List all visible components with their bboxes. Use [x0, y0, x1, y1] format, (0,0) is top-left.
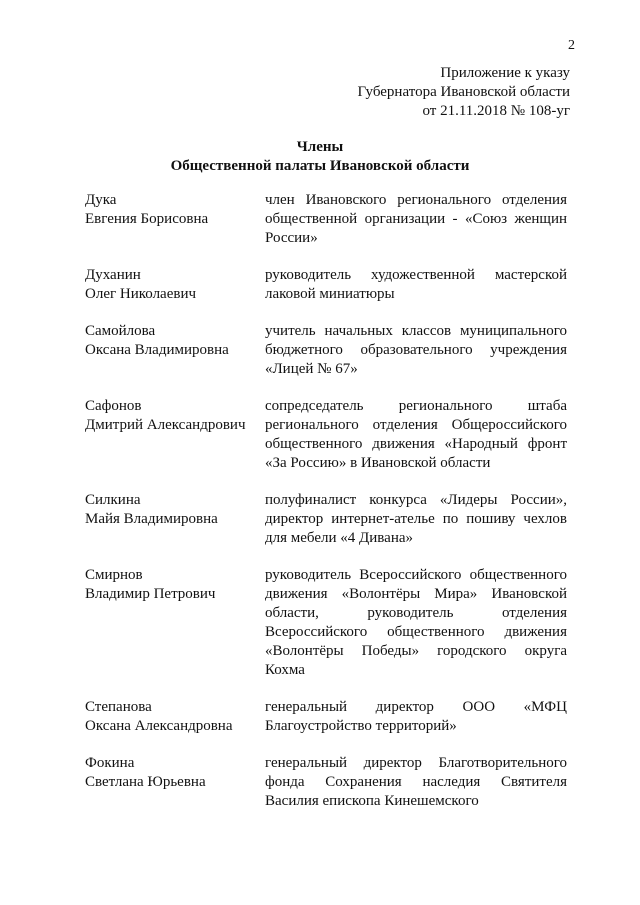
description-line: сопредседатель регионального штаба: [265, 398, 567, 414]
member-surname: Самойлова: [85, 323, 156, 339]
member-entry: [85, 491, 567, 548]
description-line: общественного движения «Народный фронт: [265, 436, 567, 452]
member-surname: Сафонов: [85, 398, 142, 414]
description-line: для мебели «4 Дивана»: [265, 530, 414, 546]
page-number: 2: [568, 38, 575, 53]
title-line-1: Члены: [296, 139, 344, 155]
description-line: полуфиналист конкурса «Лидеры России»,: [265, 492, 567, 508]
description-line: России»: [265, 230, 318, 246]
member-name: [85, 397, 260, 435]
member-description: [265, 322, 567, 379]
member-entry: [85, 191, 567, 248]
member-surname: Дука: [85, 192, 117, 208]
description-line: Всероссийского общественного движения: [265, 624, 567, 640]
description-line: бюджетного образовательного учреждения: [265, 342, 567, 358]
member-entry: [85, 566, 567, 680]
member-description: [265, 491, 567, 548]
description-line: директор интернет-ателье по пошиву чехлов: [265, 511, 567, 527]
member-description: [265, 191, 567, 248]
member-description: [265, 566, 567, 680]
description-line: области, руководитель отделения: [265, 605, 567, 621]
member-entry: [85, 322, 567, 379]
member-entry: [85, 754, 567, 811]
member-entry: [85, 698, 567, 736]
member-given-name: Майя Владимировна: [85, 511, 218, 527]
member-given-name: Олег Николаевич: [85, 286, 197, 302]
member-description: [265, 266, 567, 304]
member-name: [85, 191, 260, 229]
appendix-line-2: Губернатора Ивановской области: [357, 84, 570, 100]
appendix-line-3: от 21.11.2018 № 108-уг: [422, 103, 570, 119]
member-name: [85, 698, 260, 736]
member-given-name: Дмитрий Александрович: [85, 417, 246, 433]
member-surname: Степанова: [85, 699, 152, 715]
member-name: [85, 491, 260, 529]
description-line: «За Россию» в Ивановской области: [265, 455, 491, 471]
description-line: учитель начальных классов муниципального: [265, 323, 567, 339]
description-line: генеральный директор ООО «МФЦ: [265, 699, 567, 715]
description-line: член Ивановского регионального отделения: [265, 192, 567, 208]
description-line: лаковой миниатюры: [265, 286, 395, 302]
member-name: [85, 754, 260, 792]
description-line: Благоустройство территорий»: [265, 718, 457, 734]
description-line: «Волонтёры Победы» городского округа: [265, 643, 567, 659]
member-description: [265, 698, 567, 736]
description-line: Василия епископа Кинешемского: [265, 793, 479, 809]
member-given-name: Светлана Юрьевна: [85, 774, 206, 790]
description-line: регионального отделения Общероссийского: [265, 417, 567, 433]
member-given-name: Владимир Петрович: [85, 586, 216, 602]
member-surname: Силкина: [85, 492, 141, 508]
member-given-name: Оксана Александровна: [85, 718, 233, 734]
description-line: движения «Волонтёры Мира» Ивановской: [265, 586, 567, 602]
description-line: руководитель Всероссийского общественного: [265, 567, 567, 583]
document-title: [0, 138, 640, 176]
member-name: [85, 566, 260, 604]
member-entry: [85, 266, 567, 304]
description-line: Кохма: [265, 662, 305, 678]
member-description: [265, 397, 567, 473]
member-name: [85, 322, 260, 360]
appendix-header: [270, 64, 570, 121]
member-surname: Смирнов: [85, 567, 143, 583]
title-line-2: Общественной палаты Ивановской области: [170, 158, 470, 174]
member-description: [265, 754, 567, 811]
description-line: фонда Сохранения наследия Святителя: [265, 774, 567, 790]
description-line: генеральный директор Благотворительного: [265, 755, 567, 771]
appendix-line-1: Приложение к указу: [440, 65, 570, 81]
description-line: «Лицей № 67»: [265, 361, 358, 377]
member-entry: [85, 397, 567, 473]
member-name: [85, 266, 260, 304]
member-surname: Фокина: [85, 755, 135, 771]
member-given-name: Оксана Владимировна: [85, 342, 229, 358]
description-line: руководитель художественной мастерской: [265, 267, 567, 283]
member-surname: Духанин: [85, 267, 141, 283]
members-list: [85, 191, 567, 829]
member-given-name: Евгения Борисовна: [85, 211, 209, 227]
description-line: общественной организации - «Союз женщин: [265, 211, 567, 227]
